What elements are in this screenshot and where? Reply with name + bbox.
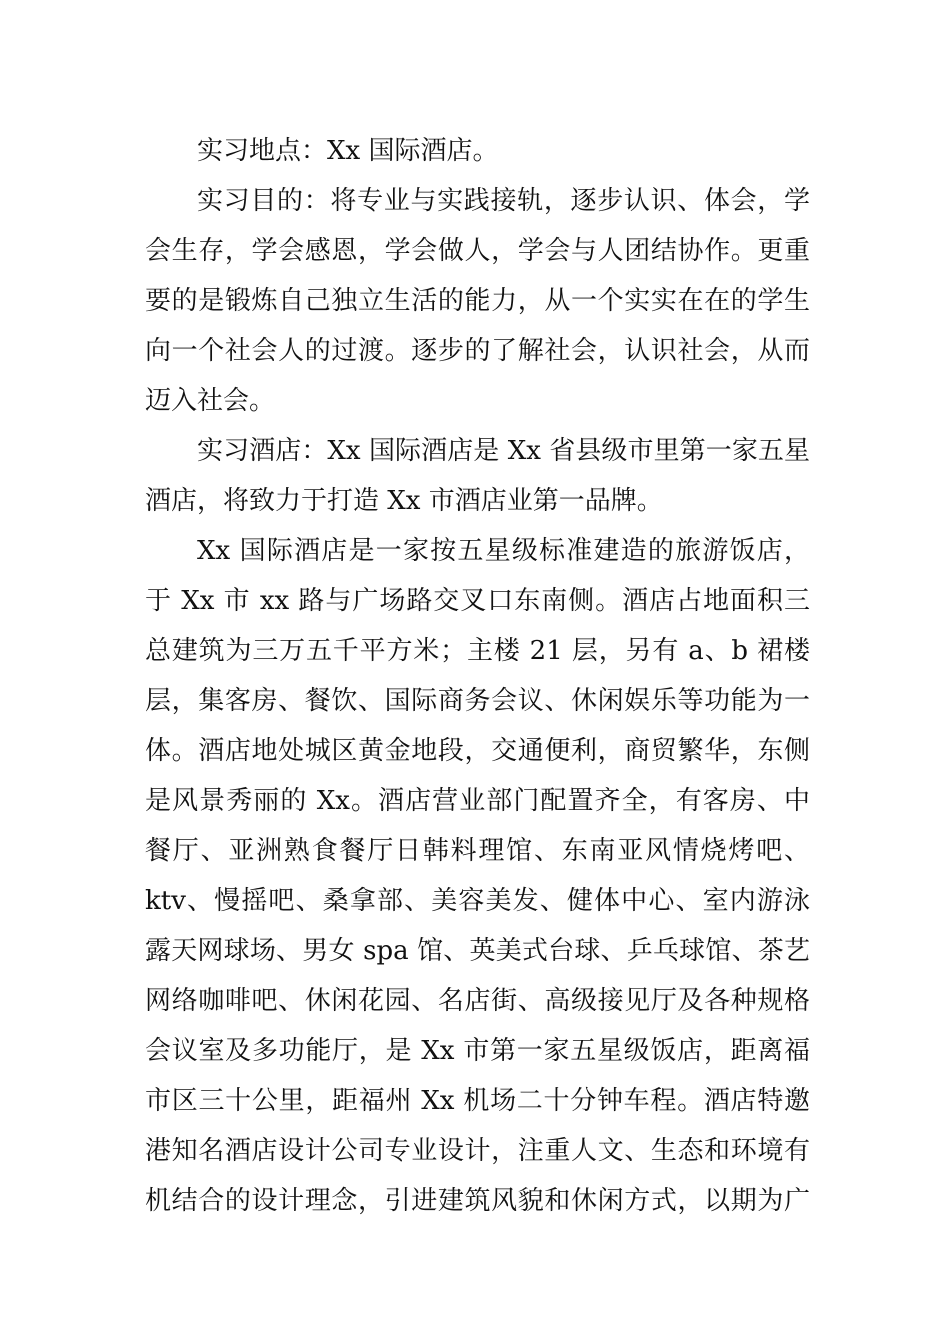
text-line: 网络咖啡吧、休闲花园、名店街、高级接见厅及各种规格 xyxy=(145,986,810,1016)
text-line: ktv、慢摇吧、桑拿部、美容美发、健体中心、室内游泳 xyxy=(145,886,810,916)
text-line: 层，集客房、餐饮、国际商务会议、休闲娱乐等功能为一 xyxy=(145,686,810,716)
text-line: 实习目的：将专业与实践接轨，逐步认识、体会，学 xyxy=(197,186,810,216)
text-line: 实习地点：Xx 国际酒店。 xyxy=(197,136,499,166)
text-line: 实习酒店：Xx 国际酒店是 Xx 省县级市里第一家五星 xyxy=(197,436,810,466)
text-line: 向一个社会人的过渡。逐步的了解社会，认识社会，从而 xyxy=(145,336,810,366)
text-line: 露天网球场、男女 spa 馆、英美式台球、乒乓球馆、茶艺 xyxy=(145,936,810,966)
text-line: 市区三十公里，距福州 Xx 机场二十分钟车程。酒店特邀 xyxy=(145,1086,810,1116)
document-body xyxy=(145,126,810,1226)
text-line: 迈入社会。 xyxy=(145,386,276,416)
text-line: 于 Xx 市 xx 路与广场路交叉口东南侧。酒店占地面积三 xyxy=(145,586,810,616)
text-line: 餐厅、亚洲熟食餐厅日韩料理馆、东南亚风情烧烤吧、 xyxy=(145,836,810,866)
text-line: 机结合的设计理念，引进建筑风貌和休闲方式，以期为广 xyxy=(145,1186,810,1216)
paragraph-location xyxy=(145,126,810,176)
text-line: 要的是锻炼自己独立生活的能力，从一个实实在在的学生 xyxy=(145,286,810,316)
text-line: 酒店，将致力于打造 Xx 市酒店业第一品牌。 xyxy=(145,486,663,516)
paragraph-hotel xyxy=(145,426,810,526)
text-line: Xx 国际酒店是一家按五星级标准建造的旅游饭店， xyxy=(197,536,810,566)
text-line: 会议室及多功能厅，是 Xx 市第一家五星级饭店，距离福 xyxy=(145,1036,810,1066)
paragraph-description xyxy=(145,526,810,1226)
text-line: 体。酒店地处城区黄金地段，交通便利，商贸繁华，东侧 xyxy=(145,736,810,766)
paragraph-purpose xyxy=(145,176,810,426)
text-line: 总建筑为三万五千平方米；主楼 21 层，另有 a、b 裙楼 xyxy=(145,636,810,666)
text-line: 港知名酒店设计公司专业设计，注重人文、生态和环境有 xyxy=(145,1136,810,1166)
text-line: 是风景秀丽的 Xx。酒店营业部门配置齐全，有客房、中 xyxy=(145,786,810,816)
text-line: 会生存，学会感恩，学会做人，学会与人团结协作。更重 xyxy=(145,236,810,266)
